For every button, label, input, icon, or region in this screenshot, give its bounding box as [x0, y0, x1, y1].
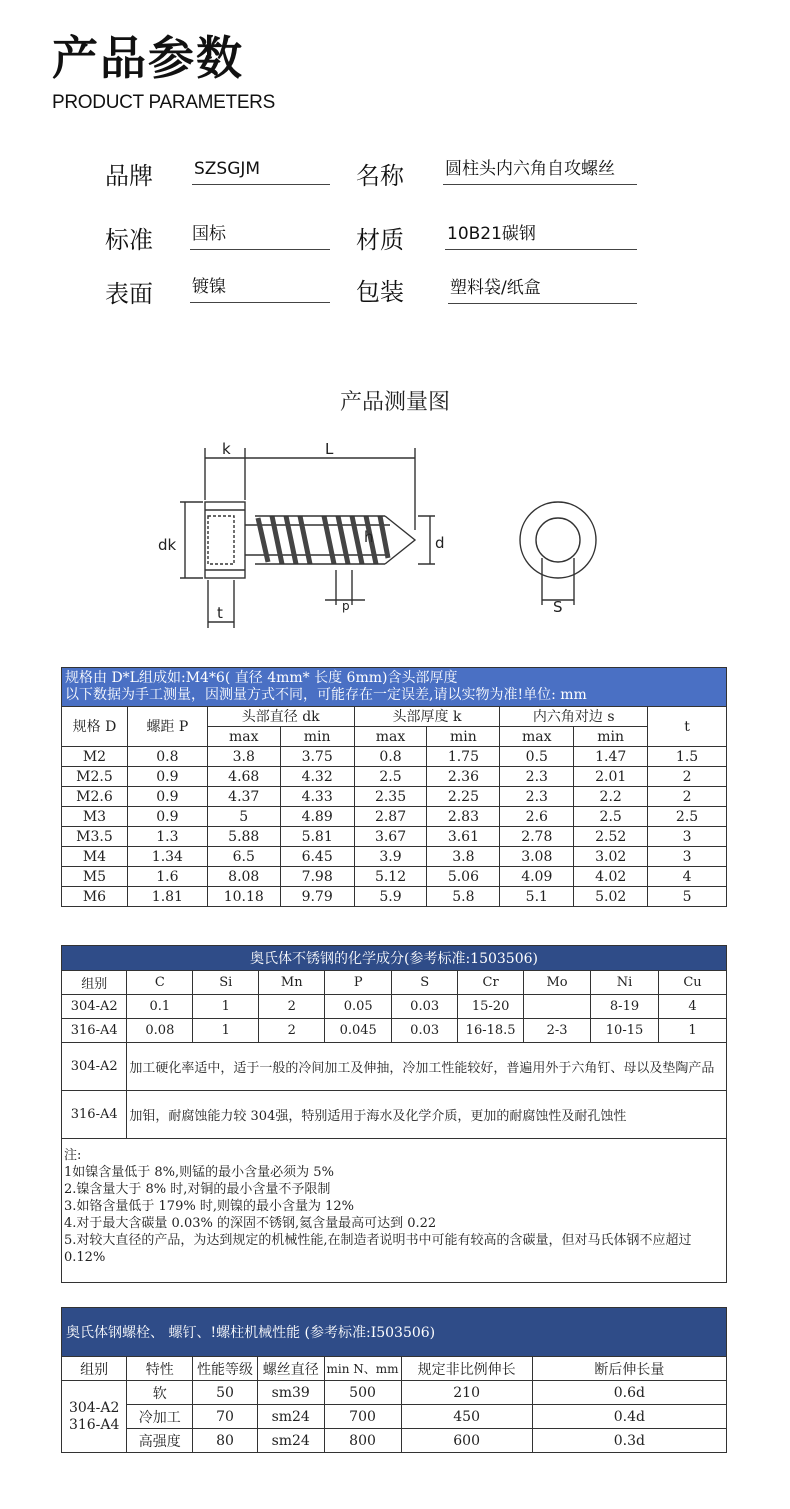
table-cell: 0.8: [127, 747, 207, 767]
table-cell: 8-19: [591, 995, 659, 1019]
table-cell: 4.68: [207, 767, 280, 787]
chem-header: Mo: [524, 971, 591, 995]
table-cell: 2-3: [524, 1019, 591, 1043]
table-cell: 700: [324, 1405, 401, 1429]
dim-label-h: h: [364, 528, 374, 546]
mech-table-title: 奥氏体钢螺栓、 螺钉、!螺柱机械性能 (参考标准:I503506): [62, 1308, 727, 1357]
chem-header: Ni: [591, 971, 659, 995]
note-line: 注:: [64, 1148, 82, 1163]
table-cell: 15-20: [458, 995, 524, 1019]
sub-header-max: max: [500, 727, 574, 747]
table-cell: 4.02: [574, 867, 648, 887]
sub-header-min: min: [427, 727, 500, 747]
sub-header-min: min: [280, 727, 354, 747]
dim-label-d: d: [435, 534, 445, 552]
table-cell: 800: [324, 1429, 401, 1453]
dim-label-dk: dk: [158, 536, 177, 554]
table-cell: M5: [62, 867, 128, 887]
table-cell: 5.8: [427, 887, 500, 907]
note-line: 3.如铬含量低于 179% 时,则镍的最小含量为 12%: [64, 1199, 354, 1214]
col-header-hex: 内六角对边 s: [500, 707, 648, 727]
table-cell: M2.5: [62, 767, 128, 787]
desc-text: 加钼，耐腐蚀能力较 304强，特别适用于海水及化学介质，更加的耐腐蚀性及耐孔蚀性: [127, 1091, 727, 1139]
table-cell: 3.02: [574, 847, 648, 867]
table-cell: 3.8: [207, 747, 280, 767]
table-cell: 1: [193, 1019, 259, 1043]
table-row: [62, 1019, 727, 1043]
dim-label-L: L: [325, 440, 334, 458]
table-cell: 4.09: [500, 867, 574, 887]
table-row: [62, 995, 727, 1019]
table-cell: 3.75: [280, 747, 354, 767]
table-cell: 2.87: [354, 807, 427, 827]
param-key-brand: 品牌: [105, 162, 153, 190]
table-cell: 0.4d: [532, 1405, 726, 1429]
table-cell: 3.8: [427, 847, 500, 867]
mech-header: 螺丝直径: [257, 1357, 324, 1381]
table-cell: 10-15: [591, 1019, 659, 1043]
table-cell: 2: [259, 995, 325, 1019]
table-cell: 0.08: [127, 1019, 193, 1043]
table-cell: 4.37: [207, 787, 280, 807]
col-header-t: t: [648, 707, 727, 747]
table-cell: 70: [193, 1405, 258, 1429]
table-cell: 3.9: [354, 847, 427, 867]
note-line: 2.镍含量大于 8% 时,对铜的最小含量不予限制: [64, 1182, 331, 1197]
chem-header: Si: [193, 971, 259, 995]
table-cell: 4.32: [280, 767, 354, 787]
table-cell: 2: [259, 1019, 325, 1043]
table-cell: [524, 995, 591, 1019]
table-cell: 50: [193, 1381, 258, 1405]
table-cell: 0.1: [127, 995, 193, 1019]
table-cell: 5.12: [354, 867, 427, 887]
param-key-standard: 标准: [105, 226, 153, 254]
param-key-name: 名称: [356, 162, 404, 190]
table-cell: 2.5: [354, 767, 427, 787]
table-cell: 16-18.5: [458, 1019, 524, 1043]
table-cell: 2.52: [574, 827, 648, 847]
table-cell: 1.3: [127, 827, 207, 847]
table-cell: 5: [648, 887, 727, 907]
table-cell: sm39: [257, 1381, 324, 1405]
table-row: [62, 747, 727, 767]
table-cell: 316-A4: [62, 1019, 127, 1043]
table-cell: 6.5: [207, 847, 280, 867]
table-cell: 600: [401, 1429, 532, 1453]
chem-header: S: [392, 971, 458, 995]
table-cell: 2: [648, 787, 727, 807]
table-cell: 4: [648, 867, 727, 887]
chem-header: C: [127, 971, 193, 995]
notes-block: [62, 1139, 727, 1283]
table-cell: 5.9: [354, 887, 427, 907]
table-cell: 2.5: [574, 807, 648, 827]
table-cell: 4.33: [280, 787, 354, 807]
col-header-head-thick: 头部厚度 k: [354, 707, 500, 727]
table-row: [62, 1405, 727, 1429]
table-cell: 80: [193, 1429, 258, 1453]
note-line: 1如镍含量低于 8%,则锰的最小含量必须为 5%: [64, 1165, 334, 1180]
table-cell: 2.5: [648, 807, 727, 827]
sub-header-min: min: [574, 727, 648, 747]
table-cell: 9.79: [280, 887, 354, 907]
table-cell: 450: [401, 1405, 532, 1429]
table-row: [62, 887, 727, 907]
param-value-surface: 镀镍: [190, 275, 330, 303]
table-cell: 1.75: [427, 747, 500, 767]
table-cell: 5.06: [427, 867, 500, 887]
chem-header: 组别: [62, 971, 127, 995]
table-cell: 304-A2: [62, 995, 127, 1019]
desc-grade: 304-A2: [62, 1043, 127, 1091]
table-cell: 0.9: [127, 787, 207, 807]
table-row: [62, 827, 727, 847]
table-cell: 1.34: [127, 847, 207, 867]
desc-grade: 316-A4: [62, 1091, 127, 1139]
mech-header: 组别: [62, 1357, 127, 1381]
chem-header: Cr: [458, 971, 524, 995]
spec-table: [61, 667, 727, 907]
table-cell: 2.01: [574, 767, 648, 787]
chem-header: Mn: [259, 971, 325, 995]
table-cell: 0.5: [500, 747, 574, 767]
dim-label-s: S: [553, 598, 563, 616]
param-value-material: 10B21碳钢: [445, 222, 637, 250]
table-cell: 5.81: [280, 827, 354, 847]
chem-composition-table: [61, 945, 727, 1283]
table-cell: 2.35: [354, 787, 427, 807]
table-cell: 4.89: [280, 807, 354, 827]
table-cell: 2.3: [500, 767, 574, 787]
page-title: 产品参数: [52, 31, 244, 85]
table-cell: 0.05: [325, 995, 392, 1019]
table-row: [62, 847, 727, 867]
table-cell: 2.78: [500, 827, 574, 847]
dim-label-t: t: [217, 604, 223, 622]
table-cell: M2: [62, 747, 128, 767]
table-cell: 3: [648, 847, 727, 867]
mech-properties-table: [61, 1307, 727, 1453]
table-cell: 2.3: [500, 787, 574, 807]
table-cell: 软: [127, 1381, 193, 1405]
screw-end-view-circle: [520, 502, 596, 578]
table-cell: sm24: [257, 1429, 324, 1453]
chem-header: Cu: [659, 971, 727, 995]
table-cell: 6.45: [280, 847, 354, 867]
table-cell: M4: [62, 847, 128, 867]
table-row: [62, 767, 727, 787]
mech-header: 规定非比例伸长: [401, 1357, 532, 1381]
table-cell: 1: [659, 1019, 727, 1043]
table-row: [62, 787, 727, 807]
sub-header-max: max: [207, 727, 280, 747]
table-cell: 3.61: [427, 827, 500, 847]
table-cell: 0.9: [127, 767, 207, 787]
table-cell: 0.3d: [532, 1429, 726, 1453]
table-cell: 0.6d: [532, 1381, 726, 1405]
table-cell: 3: [648, 827, 727, 847]
table-cell: 8.08: [207, 867, 280, 887]
screw-measurement-diagram: [140, 430, 640, 630]
param-key-material: 材质: [356, 226, 404, 254]
table-cell: 5.02: [574, 887, 648, 907]
chem-table-title: 奥氏体不锈钢的化学成分(参考标准:1503506): [62, 946, 727, 971]
param-value-name: 圆柱头内六角自攻螺丝: [443, 157, 637, 185]
col-header-head-dia: 头部直径 dk: [207, 707, 354, 727]
page-subtitle: PRODUCT PARAMETERS: [52, 92, 275, 113]
table-cell: 1.81: [127, 887, 207, 907]
table-cell: 0.045: [325, 1019, 392, 1043]
table-row: [62, 1381, 727, 1405]
param-value-brand: SZSGJM: [192, 157, 330, 185]
table-row: [62, 867, 727, 887]
spec-banner: 规格由 D*L组成如:M4*6( 直径 4mm* 长度 6mm)含头部厚度 以下数据为手工测量，因测量方式不同，可能存在一定误差,请以实物为准!单位: mm: [62, 668, 727, 707]
note-line: 4.对于最大含碳量 0.03% 的深固不锈钢,氦含量最高可达到 0.22: [64, 1216, 437, 1231]
table-cell: M3.5: [62, 827, 128, 847]
table-cell: 5: [207, 807, 280, 827]
table-cell: 2.25: [427, 787, 500, 807]
table-cell: 2.83: [427, 807, 500, 827]
chem-header: P: [325, 971, 392, 995]
param-value-packaging: 塑料袋/纸盒: [448, 276, 637, 304]
dim-label-p: p: [342, 599, 350, 613]
desc-text: 加工硬化率适中，适于一般的冷间加工及伸抽，冷加工性能较好，普遍用外于六角钉、母以及垫陶产品: [127, 1043, 727, 1091]
table-cell: 5.1: [500, 887, 574, 907]
note-line: 5.对较大直径的产品，为达到规定的机械性能,在制造者说明书中可能有较高的含碳量，但对马氏体钢不应超过 0.12%: [64, 1233, 692, 1265]
table-cell: 10.18: [207, 887, 280, 907]
table-row: [62, 1429, 727, 1453]
table-cell: 2: [648, 767, 727, 787]
col-header-spec: 规格 D: [62, 707, 128, 747]
table-cell: 1.5: [648, 747, 727, 767]
table-cell: 1: [193, 995, 259, 1019]
screw-head-shape: [205, 502, 245, 578]
table-cell: 高强度: [127, 1429, 193, 1453]
param-key-surface: 表面: [105, 280, 153, 308]
mech-header: min N、mm: [324, 1357, 401, 1381]
table-cell: M2.6: [62, 787, 128, 807]
table-cell: 7.98: [280, 867, 354, 887]
mech-group-cell: 304-A2 316-A4: [62, 1381, 127, 1453]
table-cell: 500: [324, 1381, 401, 1405]
table-cell: M6: [62, 887, 128, 907]
table-row: [62, 807, 727, 827]
table-cell: 0.8: [354, 747, 427, 767]
table-cell: 4: [659, 995, 727, 1019]
table-cell: 3.67: [354, 827, 427, 847]
mech-header: 特性: [127, 1357, 193, 1381]
table-cell: 2.2: [574, 787, 648, 807]
table-cell: 5.88: [207, 827, 280, 847]
dim-label-k: k: [222, 440, 231, 458]
mech-header: 性能等级: [193, 1357, 258, 1381]
param-value-standard: 国标: [190, 222, 330, 250]
table-cell: 0.03: [392, 995, 458, 1019]
mech-header: 断后伸长量: [532, 1357, 726, 1381]
table-cell: 3.08: [500, 847, 574, 867]
table-cell: 2.6: [500, 807, 574, 827]
param-key-packaging: 包装: [356, 278, 404, 306]
table-cell: 0.9: [127, 807, 207, 827]
table-cell: 0.03: [392, 1019, 458, 1043]
diagram-title: 产品测量图: [339, 390, 450, 415]
table-cell: 冷加工: [127, 1405, 193, 1429]
table-cell: sm24: [257, 1405, 324, 1429]
table-cell: 210: [401, 1381, 532, 1405]
table-cell: 2.36: [427, 767, 500, 787]
table-cell: 1.6: [127, 867, 207, 887]
col-header-pitch: 螺距 P: [127, 707, 207, 747]
table-cell: M3: [62, 807, 128, 827]
sub-header-max: max: [354, 727, 427, 747]
table-cell: 1.47: [574, 747, 648, 767]
